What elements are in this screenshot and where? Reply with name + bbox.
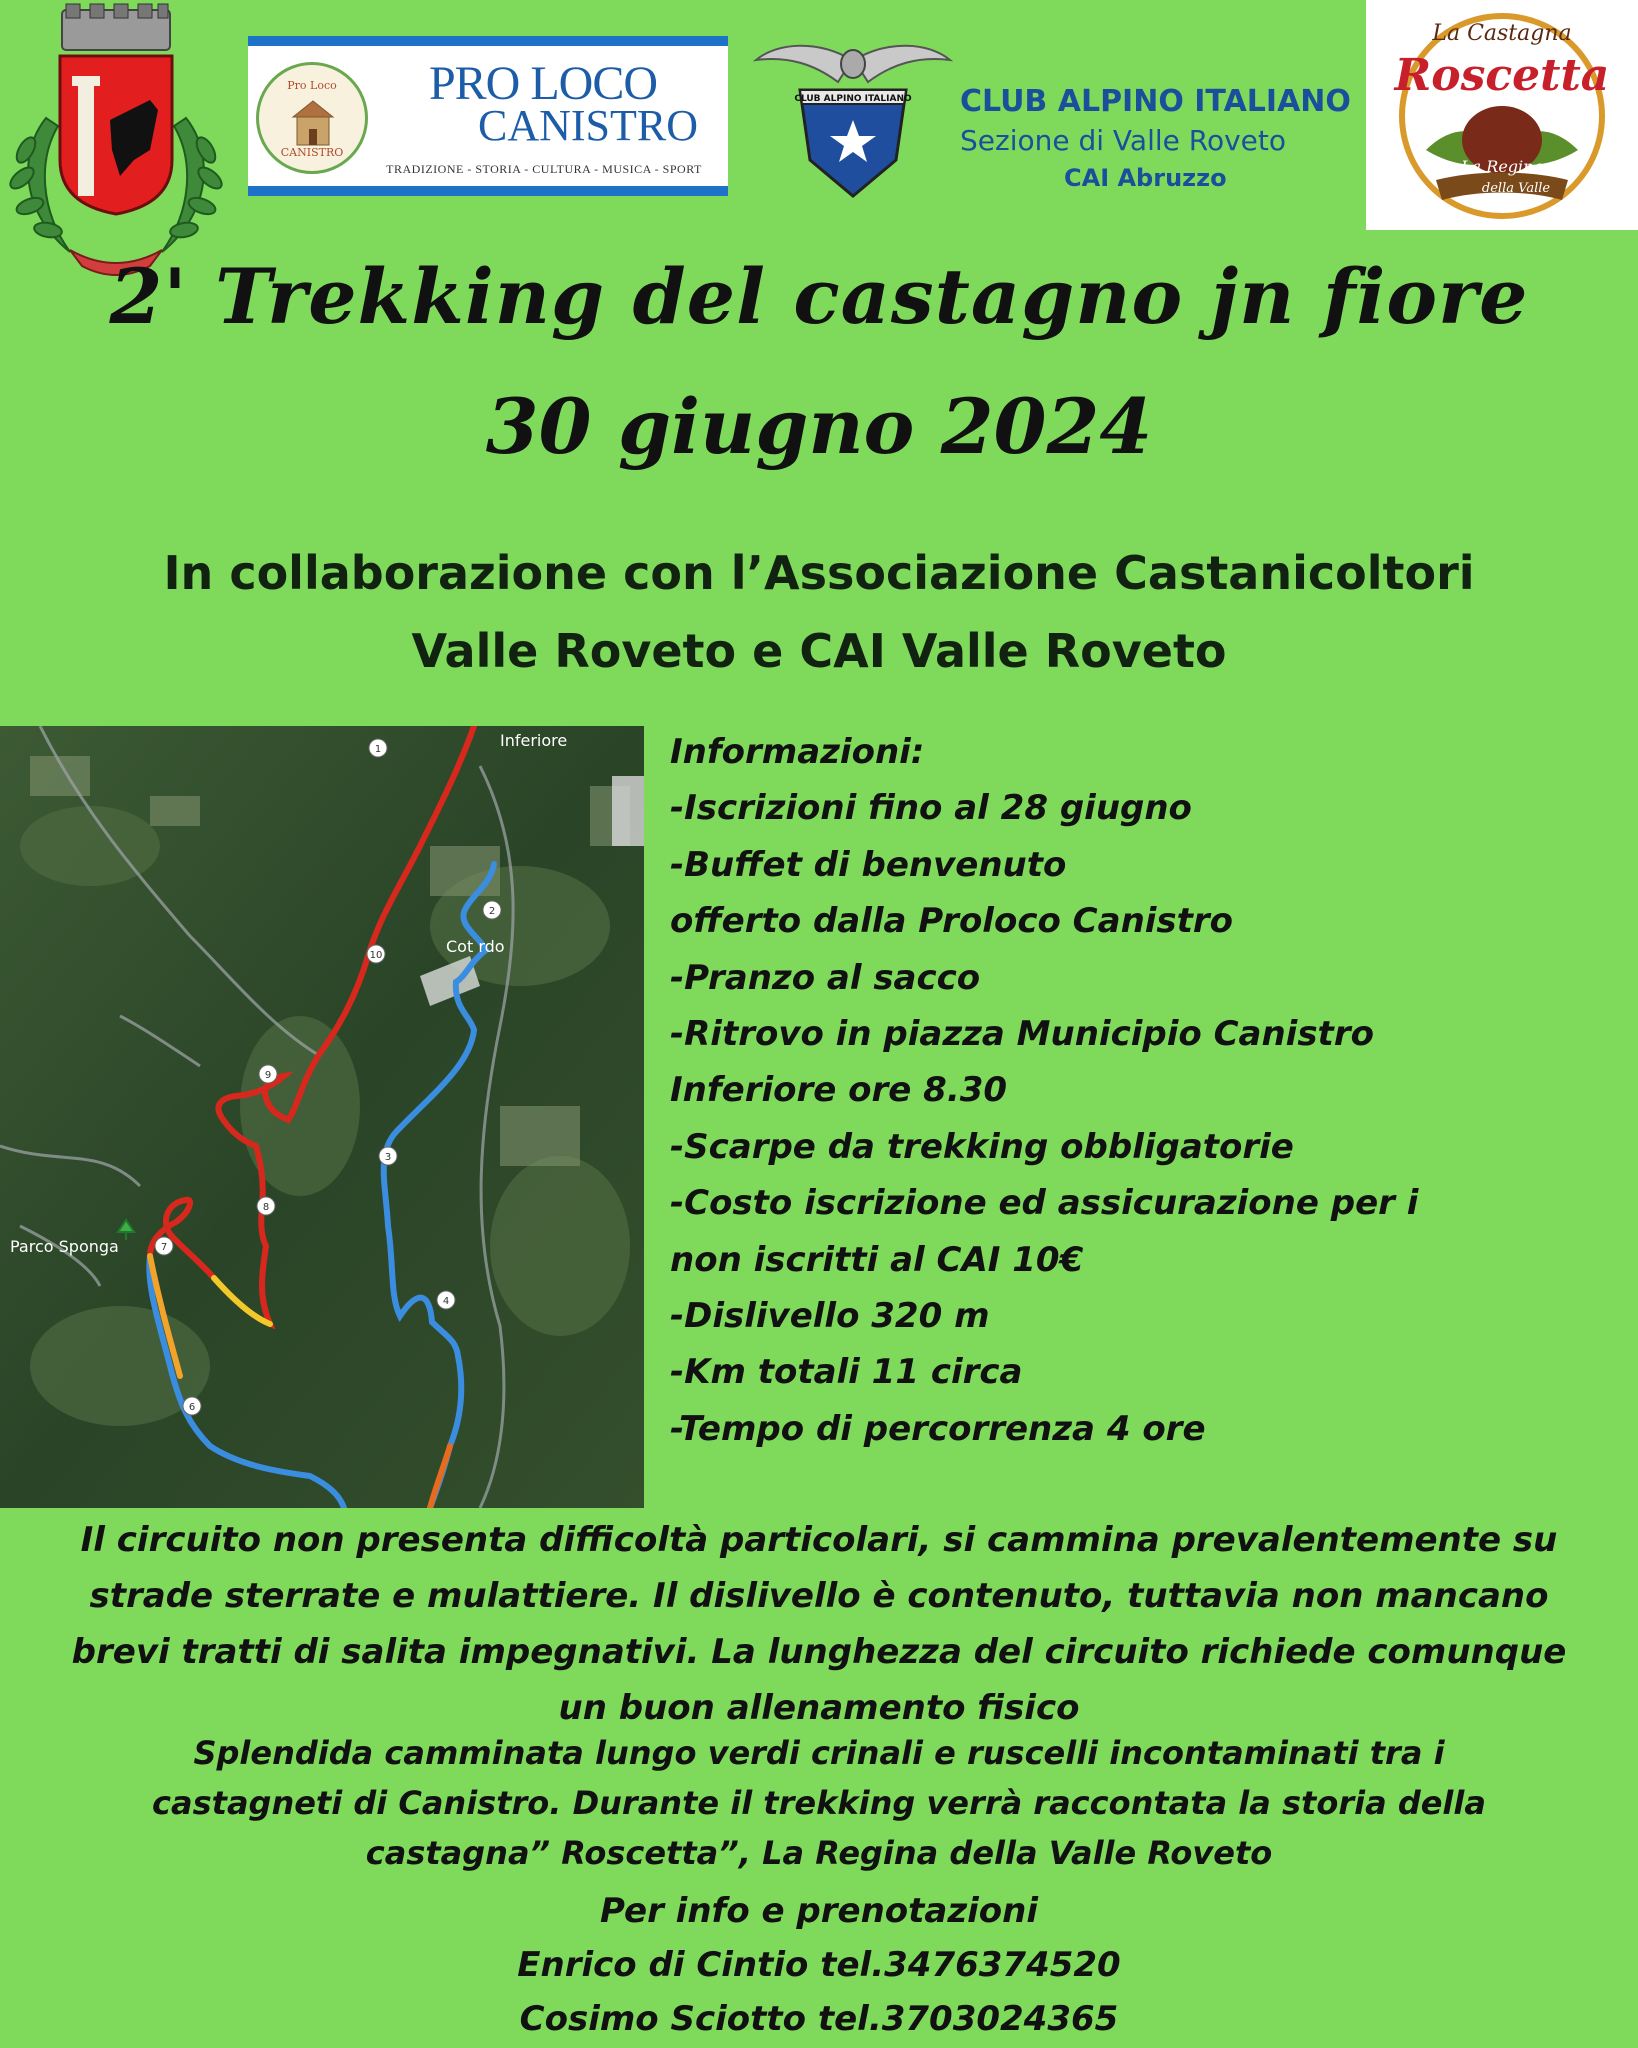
proloco-badge-top: Pro Loco [287,79,337,92]
highlight-line: Splendida camminata lungo verdi crinali e ruscelli incontaminati tra i [193,1734,1445,1772]
waypoint-label: 7 [160,1242,168,1253]
event-title: 2' Trekking del castagno jn fiore [109,252,1529,341]
castagna-line4: della Valle [1481,181,1551,196]
highlight-line: castagneti di Canistro. Durante il trekking verrà raccontata la storia della [152,1784,1486,1822]
waypoint-label: 8 [262,1202,270,1213]
contact-line: Cosimo Sciotto tel.3703024365 [519,1999,1119,2039]
contact-line: Per info e prenotazioni [600,1891,1038,1931]
castagna-line2: Roscetta [1394,50,1610,101]
waypoint-marker [155,1237,173,1255]
waypoint-label: 6 [188,1402,196,1413]
proloco-name-line1: PRO LOCO [428,57,658,110]
waypoint-label: 2 [488,906,496,917]
map-label-cotardo: Cot rdo [446,937,505,956]
contact-info [0,1884,1638,2046]
castagna-line1: La Castagna [1432,21,1572,46]
map-label-parco-sponga: Parco Sponga [10,1237,119,1256]
castagna-roscetta-emblem [1366,0,1638,230]
waypoint-marker [259,1065,277,1083]
info-line: -Scarpe da trekking obbligatorie [670,1126,1294,1167]
waypoint-label: 3 [384,1152,392,1163]
church-icon [287,97,339,149]
route-description [0,1512,1638,1736]
cai-badge-text: CLUB ALPINO ITALIANO [794,94,912,104]
proloco-name-line2: CANISTRO [477,101,699,150]
proloco-tagline: TRADIZIONE - STORIA - CULTURA - MUSICA - SPORT [386,162,702,176]
description-line: un buon allenamento fisico [558,1688,1080,1728]
waypoint-label: 10 [369,950,383,961]
waypoint-marker [437,1291,455,1309]
contact-line: Enrico di Cintio tel.3476374520 [517,1945,1121,1985]
info-line: -Pranzo al sacco [670,957,981,998]
info-line: -Km totali 11 circa [670,1352,1023,1393]
event-date: 30 giugno 2024 [485,382,1153,471]
proloco-canistro-logo [248,36,728,196]
highlight-line: castagna” Roscetta”, La Regina della Valle Roveto [365,1834,1273,1872]
walk-highlight [0,1728,1638,1878]
info-line: -Buffet di benvenuto [670,844,1067,885]
waypoint-marker [369,739,387,757]
cai-eagle-badge-logo [748,30,958,200]
cai-name: CLUB ALPINO ITALIANO [960,84,1351,119]
collaboration-line1: In collaborazione con l’Associazione Castanicoltori [163,546,1475,600]
description-line: brevi tratti di salita impegnativi. La lunghezza del circuito richiede comunque [71,1632,1567,1672]
description-line: Il circuito non presenta difficoltà particolari, si cammina prevalentemente su [80,1520,1558,1560]
proloco-badge [256,62,368,174]
waypoint-marker [257,1197,275,1215]
map-label-inferiore: Inferiore [500,731,568,750]
info-line: -Iscrizioni fino al 28 giugno [670,788,1192,829]
cai-region: CAI Abruzzo [1064,164,1227,192]
info-line: offerto dalla Proloco Canistro [670,901,1234,942]
info-line: Inferiore ore 8.30 [670,1070,1008,1111]
info-line: non iscritti al CAI 10€ [670,1239,1084,1280]
route-map [0,726,644,1508]
canistro-coat-of-arms-logo [0,0,232,280]
description-line: strade sterrate e mulattiere. Il dislivello è contenuto, tuttavia non mancano [89,1576,1549,1616]
proloco-badge-bottom: CANISTRO [280,146,344,159]
waypoint-marker [183,1397,201,1415]
castagna-roscetta-logo [1366,0,1638,230]
waypoint-marker [367,945,385,963]
info-line: -Costo iscrizione ed assicurazione per i [670,1183,1419,1224]
waypoint-label: 9 [264,1070,272,1081]
info-line: -Dislivello 320 m [670,1296,990,1337]
info-line: Informazioni: [670,732,925,772]
waypoint-label: 1 [374,744,382,755]
info-line: -Ritrovo in piazza Municipio Canistro [670,1014,1374,1055]
castagna-line3: La Regina [1461,157,1543,176]
waypoint-label: 4 [442,1296,450,1307]
info-list [670,724,1630,1457]
info-line: -Tempo di percorrenza 4 ore [670,1408,1206,1449]
waypoint-marker [379,1147,397,1165]
cai-section: Sezione di Valle Roveto [960,124,1286,157]
waypoint-marker [483,901,501,919]
collaboration-line2: Valle Roveto e CAI Valle Roveto [411,624,1227,678]
